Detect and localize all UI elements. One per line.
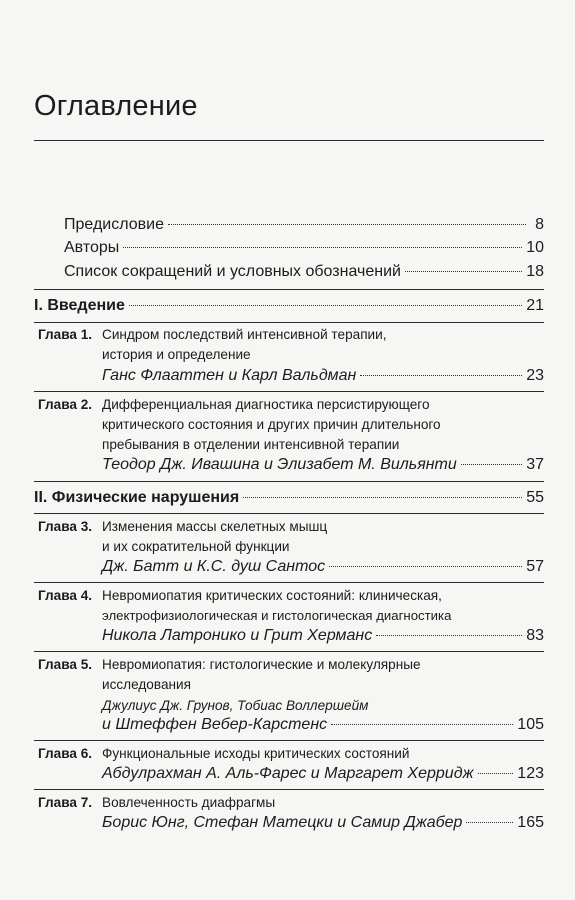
chapter-rule (34, 789, 544, 790)
chapter-authors: Ганс Флааттен и Карл Вальдман (102, 367, 357, 384)
chapter-1-line-1[interactable] (0, 325, 575, 345)
chapter-authors: и Штеффен Вебер-Карстенс (102, 716, 328, 733)
chapter-3-line-2 (0, 537, 575, 557)
chapter-2-line-3 (0, 435, 575, 455)
chapter-label: Глава 6. (38, 746, 93, 761)
entry-text: Предисловие (64, 216, 164, 233)
toc-entry-preface[interactable] (64, 216, 544, 234)
leader-dots (168, 224, 526, 225)
title-rule (34, 140, 544, 141)
toc-entry-authors[interactable] (64, 239, 544, 257)
chapter-label: Глава 4. (38, 588, 93, 603)
chapter-title-line: история и определение (102, 347, 251, 362)
chapter-4-authors-row[interactable] (102, 627, 544, 645)
section-rule (34, 322, 544, 323)
chapter-6-authors-row[interactable] (102, 765, 544, 783)
section-rule (34, 513, 544, 514)
chapter-4-line-2 (0, 606, 575, 626)
chapter-page: 57 (526, 558, 544, 575)
leader-dots (461, 464, 522, 465)
chapter-3-line-1[interactable] (0, 517, 575, 537)
leader-dots (466, 822, 513, 823)
chapter-page: 83 (526, 627, 544, 644)
section-rule (34, 289, 544, 290)
chapter-label: Глава 2. (38, 397, 93, 412)
entry-page: 18 (526, 263, 544, 280)
toc-section-2[interactable] (34, 489, 544, 507)
entry-page: 8 (535, 216, 544, 233)
chapter-2-line-1[interactable] (0, 395, 575, 415)
chapter-title-line: Невромиопатия критических состояний: клиническая, (102, 588, 442, 603)
leader-dots (129, 305, 522, 306)
chapter-title-line: Синдром последствий интенсивной терапии, (102, 327, 387, 342)
chapter-page: 105 (517, 716, 544, 733)
leader-dots (405, 271, 522, 272)
page-title: Оглавление (34, 90, 198, 122)
chapter-label: Глава 5. (38, 657, 93, 672)
toc-entry-abbreviations[interactable] (64, 263, 544, 281)
section-title: II. Физические нарушения (34, 489, 240, 506)
chapter-title-line: Функциональные исходы критических состояний (102, 746, 410, 761)
entry-text: Авторы (64, 239, 120, 256)
chapter-4-line-1[interactable] (0, 586, 575, 606)
entry-text: Список сокращений и условных обозначений (64, 263, 401, 280)
leader-dots (376, 635, 522, 636)
chapter-title-line: Дифференциальная диагностика персистирующего (102, 397, 430, 412)
chapter-label: Глава 7. (38, 795, 93, 810)
chapter-title-line: и их сократительной функции (102, 539, 290, 554)
chapter-authors: Теодор Дж. Ивашина и Элизабет М. Вильянти (102, 456, 457, 473)
chapter-1-line-2 (0, 345, 575, 365)
chapter-page: 165 (517, 814, 544, 831)
chapter-rule (34, 391, 544, 392)
section-page: 21 (526, 297, 544, 314)
entry-page: 10 (526, 239, 544, 256)
chapter-7-authors-row[interactable] (102, 814, 544, 832)
chapter-page: 23 (526, 367, 544, 384)
chapter-2-authors-row[interactable] (102, 456, 544, 474)
chapter-title-line: электрофизиологическая и гистологическая диагностика (102, 608, 452, 623)
chapter-authors: Борис Юнг, Стефан Матецки и Самир Джабер (102, 814, 463, 831)
chapter-rule (34, 651, 544, 652)
toc-section-1[interactable] (34, 297, 544, 315)
chapter-label: Глава 1. (38, 327, 93, 342)
chapter-page: 123 (517, 765, 544, 782)
leader-dots (123, 247, 522, 248)
chapter-authors: Джулиус Дж. Грунов, Тобиас Воллершейм (102, 698, 369, 713)
section-page: 55 (526, 489, 544, 506)
chapter-5-line-1[interactable] (0, 655, 575, 675)
leader-dots (243, 497, 522, 498)
chapter-authors: Дж. Батт и К.С. душ Сантос (102, 558, 326, 575)
leader-dots (331, 724, 513, 725)
chapter-page: 37 (526, 456, 544, 473)
chapter-rule (34, 582, 544, 583)
leader-dots (478, 773, 514, 774)
chapter-title-line: Изменения массы скелетных мышц (102, 519, 328, 534)
chapter-2-line-2 (0, 415, 575, 435)
chapter-3-authors-row[interactable] (102, 558, 544, 576)
section-title: I. Введение (34, 297, 125, 314)
chapter-label: Глава 3. (38, 519, 93, 534)
section-rule (34, 481, 544, 482)
chapter-1-authors-row[interactable] (102, 367, 544, 385)
leader-dots (329, 566, 522, 567)
chapter-title-line: пребывания в отделении интенсивной терапии (102, 437, 400, 452)
chapter-7-line-1[interactable] (0, 793, 575, 813)
chapter-rule (34, 740, 544, 741)
chapter-title-line: исследования (102, 677, 191, 692)
chapter-5-line-2 (0, 675, 575, 695)
chapter-title-line: критического состояния и других причин длительного (102, 417, 441, 432)
chapter-5-authors-line-1 (0, 696, 575, 716)
chapter-authors: Абдулрахман А. Аль-Фарес и Маргарет Херридж (102, 765, 474, 782)
chapter-title-line: Вовлеченность диафрагмы (102, 795, 276, 810)
chapter-5-authors-row[interactable] (102, 716, 544, 734)
leader-dots (360, 375, 522, 376)
chapter-6-line-1[interactable] (0, 744, 575, 764)
chapter-authors: Никола Латронико и Грит Херманс (102, 627, 373, 644)
chapter-title-line: Невромиопатия: гистологические и молекулярные (102, 657, 421, 672)
